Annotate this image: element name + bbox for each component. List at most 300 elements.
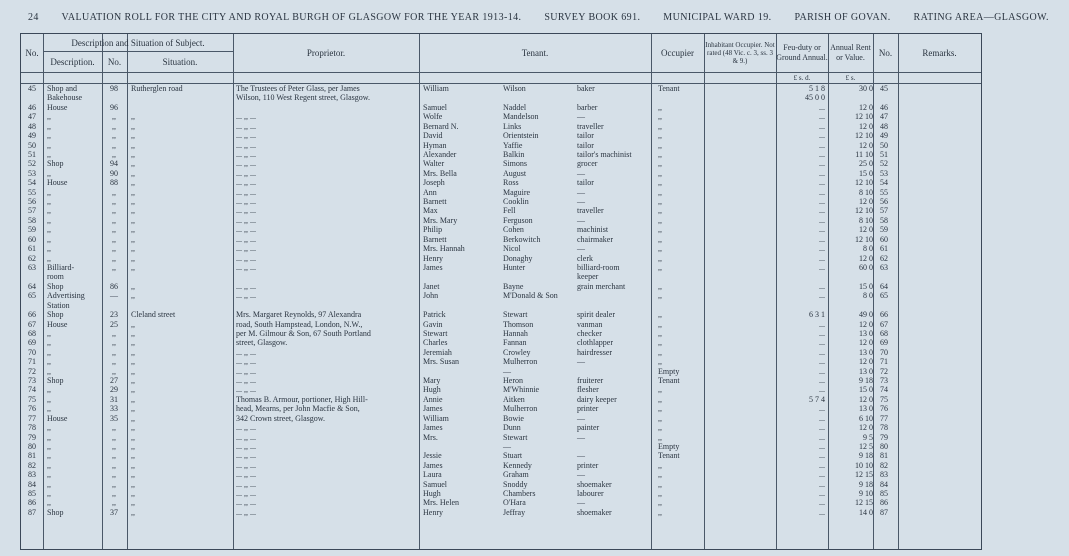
cell-description: Station — [47, 300, 70, 310]
cell-occupier: ,, — [658, 149, 662, 159]
cell-entry-number: 78 — [28, 423, 36, 433]
cell-tenant-surname: Stewart — [503, 310, 528, 320]
cell-situation: ,, — [131, 291, 135, 301]
cell-entry-number-right: 68 — [880, 328, 888, 338]
col-header-occupier: Occupier — [661, 48, 694, 58]
cell-situation: ,, — [131, 140, 135, 150]
cell-entry-number-right: 76 — [880, 404, 888, 414]
cell-entry-number: 66 — [28, 310, 36, 320]
table-row — [21, 141, 981, 150]
cell-entry-number-right: 87 — [880, 507, 888, 517]
cell-situation: ,, — [131, 234, 135, 244]
cell-occupier: ,, — [658, 197, 662, 207]
table-row — [21, 498, 981, 507]
cell-occupier: ,, — [658, 131, 662, 141]
cell-annual-rent: 8 0 — [863, 291, 873, 301]
cell-occupier: ,, — [658, 319, 662, 329]
cell-feu-duty: ... — [819, 489, 825, 499]
col-header-proprietor: Proprietor. — [306, 48, 346, 58]
table-row — [21, 169, 981, 178]
cell-feu-duty: ... — [819, 347, 825, 357]
cell-proprietor: ... ,, ... — [236, 215, 256, 225]
cell-annual-rent: 13 0 — [859, 366, 873, 376]
cell-tenant-surname: — — [503, 366, 511, 376]
cell-feu-duty: ... — [819, 366, 825, 376]
cell-proprietor: ... ,, ... — [236, 357, 256, 367]
cell-situation: ,, — [131, 121, 135, 131]
cell-tenant-surname: Orientstein — [503, 131, 539, 141]
cell-annual-rent: 12 15 — [855, 498, 873, 508]
cell-proprietor: ... ,, ... — [236, 197, 256, 207]
cell-feu-duty: ... — [819, 291, 825, 301]
cell-situation: ,, — [131, 319, 135, 329]
cell-entry-number-right: 83 — [880, 470, 888, 480]
cell-proprietor: ... ,, ... — [236, 441, 256, 451]
cell-street-number: ,, — [112, 366, 116, 376]
cell-situation: ,, — [131, 507, 135, 517]
cell-occupation: keeper — [577, 272, 599, 282]
cell-proprietor: street, Glasgow. — [236, 338, 288, 348]
cell-entry-number-right: 67 — [880, 319, 888, 329]
cell-entry-number-right: 70 — [880, 347, 888, 357]
cell-tenant-surname: Bayne — [503, 281, 524, 291]
cell-description: ,, — [47, 498, 51, 508]
cell-street-number: ,, — [112, 479, 116, 489]
cell-tenant-surname: Thomson — [503, 319, 534, 329]
cell-situation: ,, — [131, 441, 135, 451]
cell-occupier: Tenant — [658, 376, 680, 386]
cell-tenant-surname: Jeffray — [503, 507, 526, 517]
cell-description: ,, — [47, 328, 51, 338]
cell-situation: ,, — [131, 470, 135, 480]
cell-feu-duty: ... — [819, 168, 825, 178]
cell-description: ,, — [47, 112, 51, 122]
cell-occupier: Empty — [658, 366, 680, 376]
cell-situation: ,, — [131, 338, 135, 348]
cell-description: room — [47, 272, 64, 282]
cell-street-number: ,, — [112, 197, 116, 207]
cell-description: Shop — [47, 281, 64, 291]
col-header-annual-rent: Annual Rent or Value. — [830, 43, 871, 62]
cell-annual-rent: 12 0 — [859, 423, 873, 433]
cell-occupier: ,, — [658, 385, 662, 395]
cell-feu-duty: 45 0 0 — [805, 93, 825, 103]
cell-entry-number: 69 — [28, 338, 36, 348]
cell-occupier: ,, — [658, 394, 662, 404]
cell-tenant-surname: Mandelson — [503, 112, 539, 122]
cell-description: Shop — [47, 310, 64, 320]
cell-occupation: checker — [577, 328, 602, 338]
cell-proprietor: ... ,, ... — [236, 140, 256, 150]
cell-feu-duty: ... — [819, 507, 825, 517]
cell-description: ,, — [47, 140, 51, 150]
cell-annual-rent: 12 0 — [859, 357, 873, 367]
table-row — [21, 84, 981, 93]
cell-feu-duty: ... — [819, 244, 825, 254]
cell-proprietor: ... ,, ... — [236, 385, 256, 395]
cell-tenant-surname: Hannah — [503, 328, 528, 338]
cell-tenant-surname: Links — [503, 121, 522, 131]
cell-situation: ,, — [131, 328, 135, 338]
cell-proprietor: per M. Gilmour & Son, 67 South Portland — [236, 328, 371, 338]
cell-occupier: ,, — [658, 432, 662, 442]
cell-proprietor: ... ,, ... — [236, 253, 256, 263]
cell-proprietor: ... ,, ... — [236, 187, 256, 197]
table-row — [21, 433, 981, 442]
cell-entry-number: 76 — [28, 404, 36, 414]
cell-proprietor: ... ,, ... — [236, 168, 256, 178]
cell-annual-rent: 8 0 — [863, 244, 873, 254]
cell-situation: ,, — [131, 168, 135, 178]
cell-proprietor: ... ,, ... — [236, 149, 256, 159]
cell-feu-duty: ... — [819, 262, 825, 272]
cell-feu-duty: ... — [819, 328, 825, 338]
cell-description: ,, — [47, 470, 51, 480]
cell-situation: Rutherglen road — [131, 84, 183, 93]
cell-description: ,, — [47, 121, 51, 131]
cell-annual-rent: 9 18 — [859, 376, 873, 386]
cell-entry-number: 53 — [28, 168, 36, 178]
table-row — [21, 310, 981, 319]
cell-tenant-surname: Snoddy — [503, 479, 528, 489]
cell-tenant-first-name: James — [423, 404, 443, 414]
cell-tenant-first-name: John — [423, 291, 439, 301]
cell-street-number: 90 — [110, 168, 118, 178]
cell-tenant-first-name: Samuel — [423, 102, 447, 112]
cell-feu-duty: ... — [819, 197, 825, 207]
cell-street-number: ,, — [112, 234, 116, 244]
cell-street-number: 23 — [110, 310, 118, 320]
municipal-ward: MUNICIPAL WARD 19. — [663, 12, 772, 23]
cell-entry-number: 72 — [28, 366, 36, 376]
cell-situation: ,, — [131, 423, 135, 433]
cell-street-number: 27 — [110, 376, 118, 386]
cell-annual-rent: 15 0 — [859, 281, 873, 291]
cell-tenant-first-name: William — [423, 413, 449, 423]
cell-occupation: vanman — [577, 319, 603, 329]
cell-tenant-surname: Donaghy — [503, 253, 533, 263]
table-row — [21, 282, 981, 291]
cell-entry-number: 82 — [28, 460, 36, 470]
cell-occupier: ,, — [658, 423, 662, 433]
cell-situation: ,, — [131, 357, 135, 367]
cell-feu-duty: ... — [819, 121, 825, 131]
cell-occupier: ,, — [658, 102, 662, 112]
survey-book: SURVEY BOOK 691. — [544, 12, 641, 23]
money-units-rent: £ s. — [845, 74, 856, 82]
cell-feu-duty: 5 1 8 — [809, 84, 825, 93]
cell-tenant-surname: M'Whinnie — [503, 385, 540, 395]
cell-street-number: 98 — [110, 84, 118, 93]
cell-tenant-first-name: Henry — [423, 253, 443, 263]
cell-occupier: ,, — [658, 121, 662, 131]
cell-tenant-surname: Stewart — [503, 432, 528, 442]
cell-entry-number: 60 — [28, 234, 36, 244]
cell-annual-rent: 12 0 — [859, 338, 873, 348]
cell-situation: ,, — [131, 347, 135, 357]
cell-occupier: ,, — [658, 413, 662, 423]
cell-annual-rent: 14 0 — [859, 507, 873, 517]
cell-street-number: ,, — [112, 347, 116, 357]
cell-tenant-surname: O'Hara — [503, 498, 526, 508]
cell-entry-number-right: 78 — [880, 423, 888, 433]
table-row — [21, 395, 981, 404]
col-header-number: No. — [107, 56, 122, 67]
cell-occupation: clothlapper — [577, 338, 613, 348]
cell-feu-duty: ... — [819, 423, 825, 433]
table-row — [21, 414, 981, 423]
cell-occupation: — — [577, 168, 585, 178]
cell-feu-duty: 5 7 4 — [809, 394, 825, 404]
cell-tenant-first-name: Mrs. Bella — [423, 168, 457, 178]
cell-street-number: ,, — [112, 357, 116, 367]
table-row — [21, 216, 981, 225]
cell-description: Advertising — [47, 291, 85, 301]
cell-street-number: 35 — [110, 413, 118, 423]
cell-proprietor: ... ,, ... — [236, 507, 256, 517]
cell-annual-rent: 12 0 — [859, 140, 873, 150]
cell-entry-number: 67 — [28, 319, 36, 329]
cell-annual-rent: 12 0 — [859, 319, 873, 329]
cell-occupation: printer — [577, 404, 599, 414]
cell-feu-duty: ... — [819, 479, 825, 489]
table-row — [21, 188, 981, 197]
cell-annual-rent: 25 0 — [859, 159, 873, 169]
cell-annual-rent: 15 0 — [859, 385, 873, 395]
cell-tenant-first-name: Hyman — [423, 140, 447, 150]
cell-description: ,, — [47, 394, 51, 404]
cell-occupation: printer — [577, 460, 599, 470]
cell-situation: ,, — [131, 413, 135, 423]
cell-proprietor: ... ,, ... — [236, 432, 256, 442]
cell-occupier: ,, — [658, 347, 662, 357]
cell-tenant-surname: Stuart — [503, 451, 523, 461]
cell-tenant-first-name: Barnett — [423, 197, 447, 207]
cell-street-number: ,, — [112, 470, 116, 480]
cell-description: ,, — [47, 432, 51, 442]
cell-proprietor: The Trustees of Peter Glass, per James — [236, 84, 360, 93]
cell-situation: ,, — [131, 262, 135, 272]
cell-entry-number-right: 82 — [880, 460, 888, 470]
cell-tenant-first-name: Stewart — [423, 328, 448, 338]
cell-situation: ,, — [131, 479, 135, 489]
cell-occupation: spirit dealer — [577, 310, 615, 320]
cell-occupation: labourer — [577, 489, 604, 499]
table-row — [21, 385, 981, 394]
cell-entry-number-right: 84 — [880, 479, 888, 489]
table-row — [21, 225, 981, 234]
cell-entry-number-right: 71 — [880, 357, 888, 367]
cell-feu-duty: ... — [819, 385, 825, 395]
cell-feu-duty: ... — [819, 234, 825, 244]
table-row — [21, 206, 981, 215]
cell-entry-number-right: 80 — [880, 441, 888, 451]
col-header-feu-duty: Feu-duty or Ground Annual. — [776, 43, 828, 62]
cell-tenant-first-name: Hugh — [423, 385, 441, 395]
cell-situation: ,, — [131, 206, 135, 216]
table-row — [21, 451, 981, 460]
cell-tenant-surname: August — [503, 168, 527, 178]
cell-street-number: ,, — [112, 253, 116, 263]
cell-proprietor: ... ,, ... — [236, 112, 256, 122]
cell-situation: ,, — [131, 187, 135, 197]
table-row — [21, 291, 981, 300]
cell-annual-rent: 12 0 — [859, 253, 873, 263]
cell-situation: ,, — [131, 225, 135, 235]
rating-area: RATING AREA—GLASGOW. — [913, 12, 1049, 23]
cell-tenant-surname: Chambers — [503, 489, 536, 499]
cell-tenant-first-name: Mrs. Mary — [423, 215, 458, 225]
table-row — [21, 404, 981, 413]
cell-occupation: — — [577, 498, 585, 508]
cell-entry-number: 84 — [28, 479, 36, 489]
cell-feu-duty: ... — [819, 451, 825, 461]
cell-feu-duty: ... — [819, 253, 825, 263]
cell-entry-number-right: 62 — [880, 253, 888, 263]
cell-annual-rent: 13 0 — [859, 347, 873, 357]
cell-entry-number: 86 — [28, 498, 36, 508]
cell-occupation: tailor's machinist — [577, 149, 632, 159]
cell-entry-number: 83 — [28, 470, 36, 480]
cell-entry-number: 81 — [28, 451, 36, 461]
cell-street-number: ,, — [112, 215, 116, 225]
cell-street-number: ,, — [112, 121, 116, 131]
cell-occupier: ,, — [658, 187, 662, 197]
cell-occupation: traveller — [577, 121, 604, 131]
cell-occupier: ,, — [658, 328, 662, 338]
cell-tenant-first-name: Barnett — [423, 234, 447, 244]
table-row — [21, 367, 981, 376]
cell-tenant-first-name: Walter — [423, 159, 445, 169]
table-row — [21, 461, 981, 470]
cell-feu-duty: ... — [819, 281, 825, 291]
cell-description: ,, — [47, 197, 51, 207]
table-row — [21, 376, 981, 385]
cell-occupier: ,, — [658, 215, 662, 225]
cell-description: House — [47, 102, 68, 112]
cell-street-number: ,, — [112, 206, 116, 216]
cell-entry-number-right: 59 — [880, 225, 888, 235]
cell-situation: ,, — [131, 385, 135, 395]
cell-occupier: ,, — [658, 244, 662, 254]
cell-occupation: hairdresser — [577, 347, 613, 357]
cell-tenant-first-name: Hugh — [423, 489, 441, 499]
cell-proprietor: Wilson, 110 West Regent street, Glasgow. — [236, 93, 371, 103]
cell-entry-number: 62 — [28, 253, 36, 263]
cell-annual-rent: 8 10 — [859, 187, 873, 197]
cell-description: Shop — [47, 159, 64, 169]
cell-tenant-surname: Heron — [503, 376, 523, 386]
cell-feu-duty: ... — [819, 432, 825, 442]
cell-entry-number: 59 — [28, 225, 36, 235]
cell-entry-number: 80 — [28, 441, 36, 451]
cell-feu-duty: ... — [819, 206, 825, 216]
cell-annual-rent: 13 0 — [859, 328, 873, 338]
cell-tenant-first-name: Bernard N. — [423, 121, 459, 131]
cell-description: ,, — [47, 168, 51, 178]
cell-description: ,, — [47, 385, 51, 395]
cell-entry-number: 73 — [28, 376, 36, 386]
cell-feu-duty: ... — [819, 404, 825, 414]
cell-entry-number-right: 75 — [880, 394, 888, 404]
cell-occupier: ,, — [658, 262, 662, 272]
cell-feu-duty: ... — [819, 178, 825, 188]
cell-occupation: — — [577, 451, 585, 461]
cell-entry-number: 45 — [28, 84, 36, 93]
cell-annual-rent: 12 0 — [859, 394, 873, 404]
cell-entry-number: 61 — [28, 244, 36, 254]
col-header-tenant: Tenant. — [521, 48, 549, 58]
cell-annual-rent: 12 15 — [855, 470, 873, 480]
cell-entry-number-right: 85 — [880, 489, 888, 499]
cell-occupation: — — [577, 470, 585, 480]
cell-occupier: ,, — [658, 291, 662, 301]
cell-entry-number: 49 — [28, 131, 36, 141]
cell-entry-number-right: 50 — [880, 140, 888, 150]
cell-description: ,, — [47, 357, 51, 367]
cell-entry-number: 56 — [28, 197, 36, 207]
cell-tenant-surname: — — [503, 441, 511, 451]
cell-entry-number-right: 47 — [880, 112, 888, 122]
table-row — [21, 178, 981, 187]
cell-proprietor: ... ,, ... — [236, 262, 256, 272]
cell-occupier: Tenant — [658, 84, 680, 93]
cell-entry-number: 51 — [28, 149, 36, 159]
cell-annual-rent: 30 0 — [859, 84, 873, 93]
cell-entry-number-right: 74 — [880, 385, 888, 395]
cell-feu-duty: ... — [819, 376, 825, 386]
cell-feu-duty: ... — [819, 319, 825, 329]
cell-tenant-first-name: James — [423, 460, 443, 470]
table-row — [21, 357, 981, 366]
cell-tenant-first-name: James — [423, 423, 443, 433]
cell-street-number: 88 — [110, 178, 118, 188]
cell-entry-number-right: 79 — [880, 432, 888, 442]
cell-street-number: 86 — [110, 281, 118, 291]
cell-tenant-first-name: Gavin — [423, 319, 443, 329]
cell-feu-duty: ... — [819, 357, 825, 367]
cell-occupier: ,, — [658, 206, 662, 216]
cell-entry-number-right: 45 — [880, 84, 888, 93]
cell-annual-rent: 6 10 — [859, 413, 873, 423]
table-row — [21, 508, 981, 517]
cell-tenant-first-name: Patrick — [423, 310, 446, 320]
cell-annual-rent: 12 10 — [855, 206, 873, 216]
col-header-no-right: No. — [878, 48, 893, 58]
cell-tenant-first-name: Mrs. — [423, 432, 438, 442]
cell-entry-number-right: 81 — [880, 451, 888, 461]
cell-annual-rent: 11 10 — [855, 149, 873, 159]
cell-feu-duty: ... — [819, 338, 825, 348]
cell-tenant-surname: Ferguson — [503, 215, 533, 225]
cell-tenant-surname: Kennedy — [503, 460, 532, 470]
cell-feu-duty: ... — [819, 149, 825, 159]
cell-street-number: ,, — [112, 244, 116, 254]
cell-entry-number-right: 72 — [880, 366, 888, 376]
cell-entry-number-right: 65 — [880, 291, 888, 301]
cell-tenant-first-name: Mary — [423, 376, 441, 386]
cell-occupier: ,, — [658, 225, 662, 235]
cell-tenant-first-name: Alexander — [423, 149, 457, 159]
cell-situation: ,, — [131, 376, 135, 386]
cell-situation: ,, — [131, 432, 135, 442]
cell-tenant-first-name: Janet — [423, 281, 440, 291]
cell-occupier: Empty — [658, 441, 680, 451]
cell-description: ,, — [47, 347, 51, 357]
cell-entry-number: 46 — [28, 102, 36, 112]
cell-street-number: 25 — [110, 319, 118, 329]
cell-proprietor: ... ,, ... — [236, 451, 256, 461]
